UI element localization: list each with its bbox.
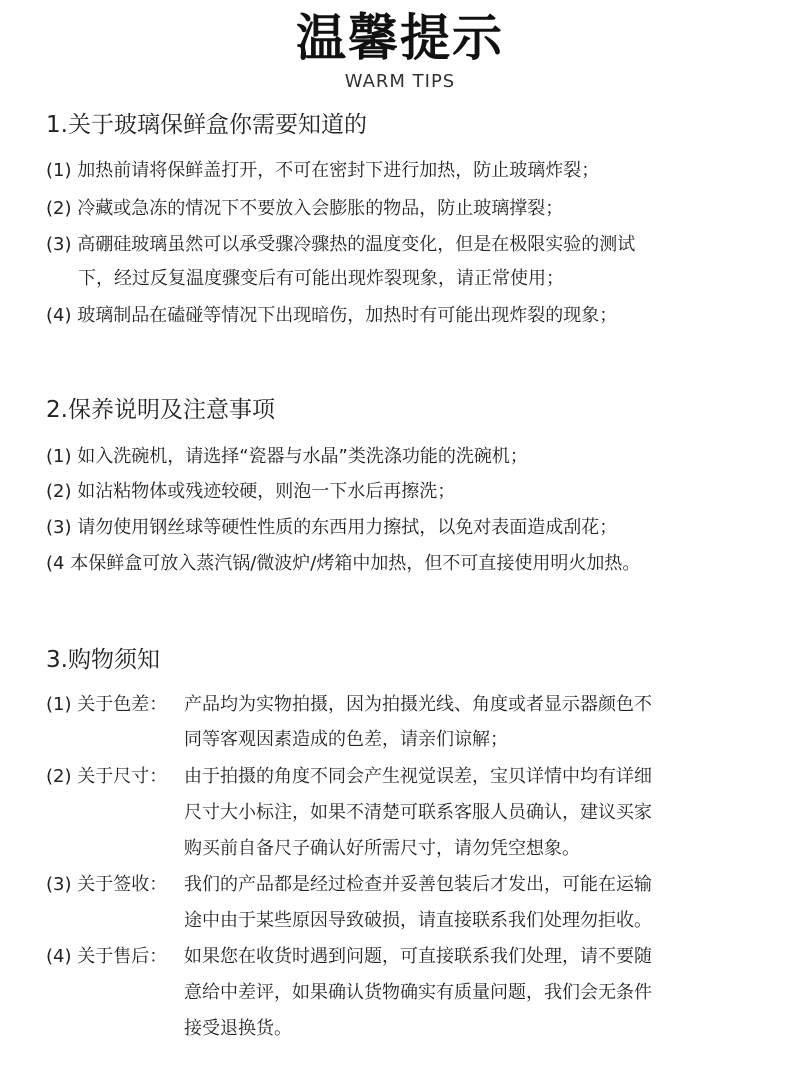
shopping-text: 同等客观因素造成的色差，请亲们谅解； [184, 729, 508, 750]
shopping-label-size: (2) 关于尺寸： [46, 766, 168, 787]
shopping-text: 购买前自备尺子确认好所需尺寸，请勿凭空想象。 [184, 838, 580, 859]
list-item: (1) 加热前请将保鲜盖打开，不可在密封下进行加热，防止玻璃炸裂； [46, 160, 600, 181]
list-item: (4 本保鲜盒可放入蒸汽锅/微波炉/烤箱中加热，但不可直接使用明火加热。 [46, 553, 641, 574]
shopping-text: 产品均为实物拍摄，因为拍摄光线、角度或者显示器颜色不 [184, 694, 652, 715]
section-title-shopping: 3.购物须知 [46, 647, 160, 673]
list-item: (4) 玻璃制品在磕碰等情况下出现暗伤，加热时有可能出现炸裂的现象； [46, 305, 618, 326]
shopping-label-receipt: (3) 关于签收： [46, 874, 168, 895]
list-item: (2) 如沾粘物体或残迹较硬，则泡一下水后再擦洗； [46, 481, 456, 502]
shopping-text: 接受退换货。 [184, 1018, 292, 1039]
shopping-text: 意给中差评，如果确认货物确实有质量问题，我们会无条件 [184, 982, 652, 1003]
shopping-label-color: (1) 关于色差： [46, 694, 168, 715]
section-title-care: 2.保养说明及注意事项 [46, 397, 275, 423]
list-item: (1) 如入洗碗机，请选择“瓷器与水晶”类洗涤功能的洗碗机； [46, 446, 528, 467]
shopping-label-aftersale: (4) 关于售后： [46, 946, 168, 967]
list-item: (3) 请勿使用钢丝球等硬性性质的东西用力擦拭，以免对表面造成刮花； [46, 517, 618, 538]
shopping-text: 我们的产品都是经过检查并妥善包装后才发出，可能在运输 [184, 874, 652, 895]
section-title-glass-info: 1.关于玻璃保鲜盒你需要知道的 [46, 112, 367, 138]
shopping-text: 尺寸大小标注，如果不清楚可联系客服人员确认，建议买家 [184, 802, 652, 823]
list-item-continuation: 下，经过反复温度骤变后有可能出现炸裂现象，请正常使用； [78, 268, 564, 289]
list-item: (2) 冷藏或急冻的情况下不要放入会膨胀的物品，防止玻璃撑裂； [46, 198, 564, 219]
page-subtitle: WARM TIPS [344, 71, 456, 92]
list-item: (3) 高硼硅玻璃虽然可以承受骤冷骤热的温度变化，但是在极限实验的测试 [46, 234, 636, 255]
page-title: 温馨提示 [296, 9, 504, 67]
shopping-text: 途中由于某些原因导致破损，请直接联系我们处理勿拒收。 [184, 910, 652, 931]
shopping-text: 如果您在收货时遇到问题，可直接联系我们处理，请不要随 [184, 946, 652, 967]
shopping-text: 由于拍摄的角度不同会产生视觉误差，宝贝详情中均有详细 [184, 766, 652, 787]
